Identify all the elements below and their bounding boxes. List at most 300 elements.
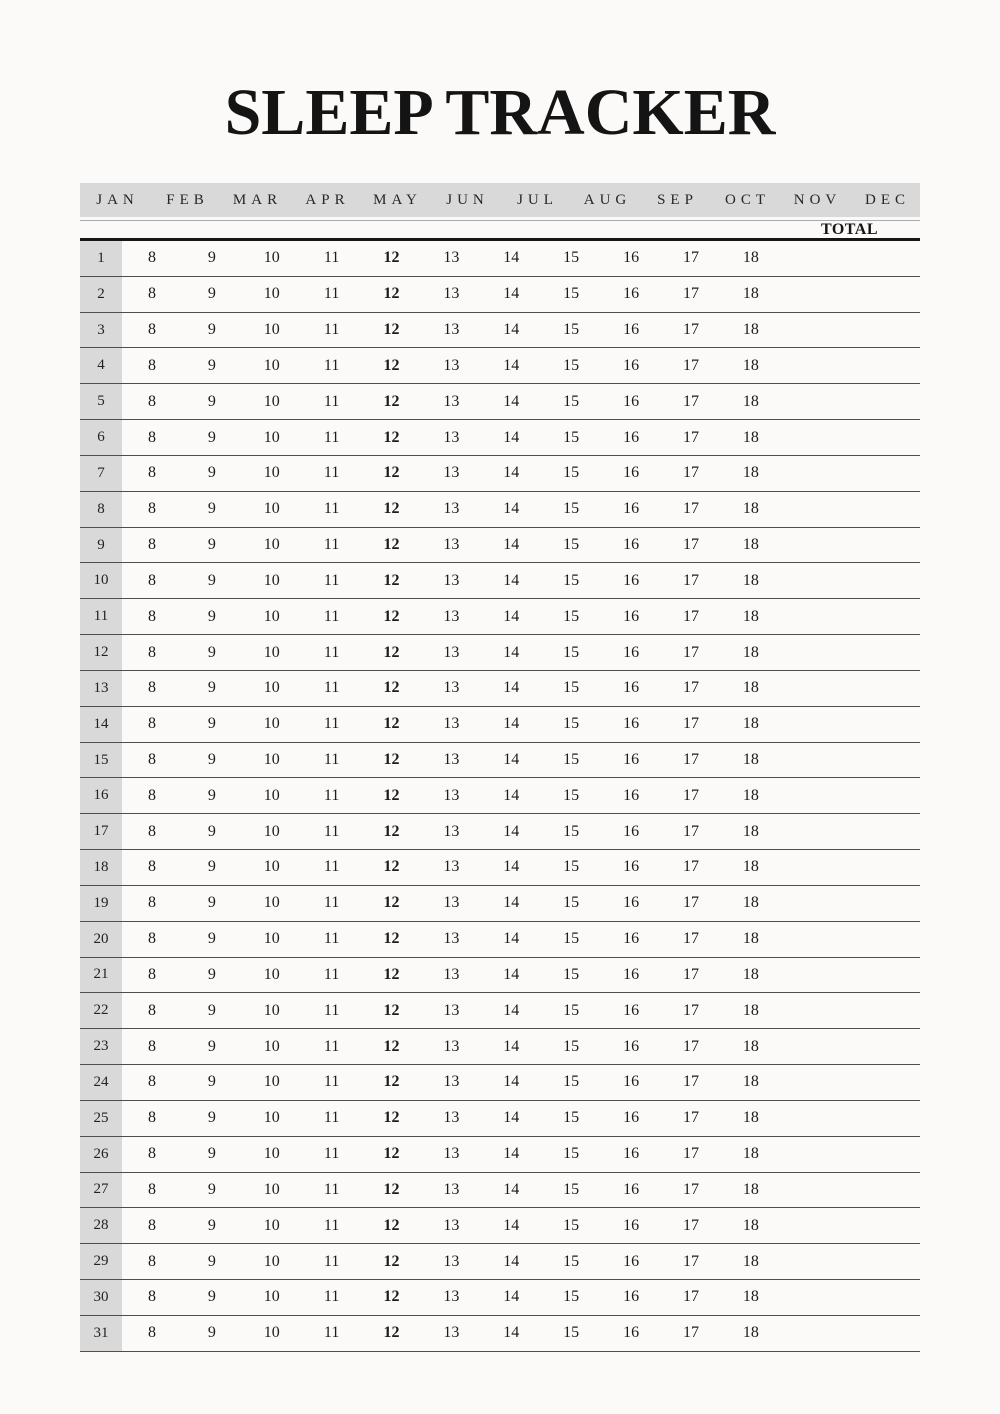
sleep-hours-cell: 10: [263, 930, 280, 948]
table-row: [80, 348, 920, 384]
sleep-hours-cell: 8: [147, 965, 156, 983]
row-total-cell: [841, 778, 920, 813]
sleep-hours-cell: 13: [443, 822, 460, 840]
sleep-hours-cell: [781, 635, 841, 670]
table-row: [80, 922, 920, 958]
sleep-hours-cell: 14: [503, 930, 520, 948]
sleep-hours-cell: 15: [563, 428, 580, 446]
sleep-hours-cell: 12: [383, 285, 400, 303]
month-label: MAR: [232, 191, 283, 208]
sleep-hours-cell: 12: [383, 1073, 400, 1091]
sleep-hours-cell: 9: [207, 822, 216, 840]
row-total-cell: [841, 599, 920, 634]
sleep-hours-cell: 10: [263, 858, 280, 876]
sleep-hours-cell: 15: [563, 607, 580, 625]
day-number: 18: [80, 850, 122, 885]
sleep-hours-cell: 14: [503, 500, 520, 518]
sleep-hours-cell: 14: [503, 607, 520, 625]
sleep-hours-cell: 14: [503, 822, 520, 840]
row-total-cell: [841, 348, 920, 383]
table-row: [80, 1208, 920, 1244]
table-row: [80, 528, 920, 564]
sleep-hours-cell: 15: [563, 1145, 580, 1163]
sleep-hours-cell: 18: [742, 822, 759, 840]
day-number: 10: [80, 563, 122, 598]
day-number: 30: [80, 1280, 122, 1315]
sleep-hours-cell: 11: [323, 822, 340, 840]
sleep-hours-cell: 16: [623, 249, 640, 267]
row-total-cell: [841, 384, 920, 419]
sleep-hours-cell: 14: [503, 1180, 520, 1198]
sleep-hours-cell: 18: [742, 1216, 759, 1234]
sleep-hours-cell: [781, 743, 841, 778]
sleep-hours-cell: 15: [563, 536, 580, 554]
sleep-hours-cell: 18: [742, 607, 759, 625]
row-total-cell: [841, 1316, 920, 1351]
sleep-hours-cell: 14: [503, 285, 520, 303]
sleep-hours-cell: 9: [207, 930, 216, 948]
sleep-hours-cell: 10: [263, 965, 280, 983]
day-number: 29: [80, 1244, 122, 1279]
sleep-hours-cell: 16: [623, 356, 640, 374]
sleep-hours-cell: 13: [443, 464, 460, 482]
sleep-hours-cell: 14: [503, 356, 520, 374]
row-total-cell: [841, 993, 920, 1028]
sleep-hours-cell: [781, 707, 841, 742]
day-number: 8: [80, 492, 122, 527]
sleep-hours-cell: 13: [443, 679, 460, 697]
sleep-hours-cell: 9: [207, 858, 216, 876]
sleep-hours-cell: 8: [147, 1001, 156, 1019]
sleep-hours-cell: 16: [623, 321, 640, 339]
month-label: JAN: [96, 191, 139, 208]
sleep-hours-cell: 10: [263, 1145, 280, 1163]
sleep-hours-cell: 9: [207, 464, 216, 482]
sleep-hours-cell: 13: [443, 1324, 460, 1342]
sleep-hours-cell: [781, 850, 841, 885]
sleep-hours-cell: 18: [742, 356, 759, 374]
sleep-hours-cell: 17: [682, 1145, 699, 1163]
sleep-hours-cell: 9: [207, 249, 216, 267]
sleep-hours-cell: 10: [263, 285, 280, 303]
sleep-hours-cell: [781, 492, 841, 527]
sleep-hours-cell: 16: [623, 822, 640, 840]
sleep-hours-cell: 13: [443, 536, 460, 554]
sleep-hours-cell: 16: [623, 751, 640, 768]
sleep-hours-cell: 9: [207, 428, 216, 446]
total-header-row: [80, 220, 920, 241]
row-total-cell: [841, 563, 920, 598]
sleep-hours-cell: 9: [207, 965, 216, 983]
day-number: 7: [80, 456, 122, 491]
sleep-hours-cell: 15: [563, 1180, 580, 1198]
sleep-hours-cell: 12: [383, 1324, 400, 1342]
sleep-hours-cell: 9: [207, 285, 216, 303]
sleep-hours-cell: 13: [443, 428, 460, 446]
sleep-hours-cell: 15: [563, 643, 580, 661]
sleep-hours-cell: 9: [207, 679, 216, 697]
row-total-cell: [841, 850, 920, 885]
sleep-hours-cell: 18: [742, 786, 759, 804]
sleep-hours-cell: 18: [742, 643, 759, 661]
sleep-hours-cell: 11: [323, 1288, 340, 1306]
sleep-hours-cell: 12: [383, 1037, 400, 1055]
sleep-hours-cell: 10: [263, 1252, 280, 1270]
sleep-hours-cell: 14: [503, 321, 520, 339]
table-row: [80, 1173, 920, 1209]
sleep-hours-cell: 9: [207, 643, 216, 661]
row-total-cell: [841, 1280, 920, 1315]
sleep-hours-cell: 11: [323, 500, 340, 518]
sleep-hours-cell: 18: [742, 285, 759, 303]
sleep-hours-cell: 13: [443, 249, 460, 267]
sleep-hours-cell: 16: [623, 464, 640, 482]
sleep-hours-cell: 11: [323, 751, 340, 768]
sleep-hours-cell: 9: [207, 356, 216, 374]
sleep-hours-cell: 9: [207, 500, 216, 518]
sleep-hours-cell: 17: [682, 1109, 699, 1127]
sleep-hours-cell: 10: [263, 1037, 280, 1055]
sleep-hours-cell: 18: [742, 858, 759, 876]
sleep-hours-cell: 17: [682, 930, 699, 948]
sleep-hours-cell: 15: [563, 1288, 580, 1306]
sleep-hours-cell: 8: [147, 1037, 156, 1055]
sleep-hours-cell: 11: [323, 285, 340, 303]
sleep-hours-cell: 15: [563, 858, 580, 876]
sleep-hours-cell: 17: [682, 1252, 699, 1270]
month-label: AUG: [583, 191, 632, 208]
sleep-hours-cell: 9: [207, 1109, 216, 1127]
sleep-hours-cell: [781, 1137, 841, 1172]
sleep-hours-cell: 17: [682, 607, 699, 625]
sleep-hours-cell: 11: [323, 321, 340, 339]
sleep-hours-cell: 8: [147, 1073, 156, 1091]
sleep-hours-cell: 15: [563, 356, 580, 374]
sleep-hours-cell: [781, 671, 841, 706]
sleep-hours-cell: 13: [443, 392, 460, 410]
sleep-hours-cell: 11: [323, 1324, 340, 1342]
sleep-hours-cell: 14: [503, 643, 520, 661]
sleep-hours-cell: 8: [147, 858, 156, 876]
sleep-hours-cell: [781, 1101, 841, 1136]
sleep-hours-cell: 8: [147, 1324, 156, 1342]
sleep-hours-cell: 9: [207, 1180, 216, 1198]
sleep-hours-cell: 8: [147, 751, 156, 768]
row-total-cell: [841, 814, 920, 849]
month-label: JUN: [446, 191, 489, 208]
row-total-cell: [841, 1101, 920, 1136]
row-total-cell: [841, 743, 920, 778]
sleep-hours-cell: 12: [383, 679, 400, 697]
sleep-hours-cell: 8: [147, 894, 156, 912]
table-row: [80, 384, 920, 420]
day-number: 15: [80, 743, 122, 778]
sleep-hours-cell: 17: [682, 500, 699, 518]
sleep-hours-cell: [781, 922, 841, 957]
day-number: 3: [80, 313, 122, 348]
table-row: [80, 1101, 920, 1137]
sleep-hours-cell: [781, 1316, 841, 1351]
day-number: 28: [80, 1208, 122, 1243]
sleep-hours-cell: 12: [383, 1252, 400, 1270]
sleep-hours-cell: 17: [682, 858, 699, 876]
row-total-cell: [841, 922, 920, 957]
sleep-hours-cell: 11: [323, 464, 340, 482]
sleep-hours-cell: [781, 599, 841, 634]
table-row: [80, 492, 920, 528]
sleep-hours-cell: 12: [383, 571, 400, 589]
month-label: JUL: [517, 191, 558, 208]
sleep-hours-cell: 16: [623, 1324, 640, 1342]
sleep-hours-cell: 14: [503, 1145, 520, 1163]
row-total-cell: [841, 492, 920, 527]
sleep-hours-cell: 8: [147, 571, 156, 589]
sleep-hours-cell: 18: [742, 500, 759, 518]
sleep-hours-cell: 10: [263, 356, 280, 374]
sleep-hours-cell: 18: [742, 428, 759, 446]
sleep-hours-cell: 15: [563, 571, 580, 589]
sleep-hours-cell: 12: [383, 464, 400, 482]
sleep-hours-cell: [781, 993, 841, 1028]
month-label: OCT: [725, 191, 770, 208]
day-number: 9: [80, 528, 122, 563]
sleep-hours-cell: 16: [623, 1073, 640, 1091]
table-row: [80, 671, 920, 707]
sleep-hours-cell: 16: [623, 786, 640, 804]
row-total-cell: [841, 528, 920, 563]
day-number: 11: [80, 599, 122, 634]
sleep-hours-cell: 11: [323, 1145, 340, 1163]
table-row: [80, 958, 920, 994]
total-label: TOTAL: [820, 220, 878, 238]
sleep-hours-cell: 16: [623, 1252, 640, 1270]
sleep-hours-cell: 14: [503, 786, 520, 804]
sleep-hours-cell: 8: [147, 536, 156, 554]
sleep-hours-cell: 10: [263, 1324, 280, 1342]
sleep-hours-cell: 10: [263, 321, 280, 339]
sleep-hours-cell: [781, 1065, 841, 1100]
sleep-hours-cell: 11: [323, 930, 340, 948]
sleep-hours-cell: 18: [742, 894, 759, 912]
sleep-hours-cell: [781, 277, 841, 312]
sleep-hours-cell: 18: [742, 464, 759, 482]
row-total-cell: [841, 1065, 920, 1100]
sleep-hours-cell: 17: [682, 1216, 699, 1234]
sleep-hours-cell: 14: [503, 1073, 520, 1091]
sleep-hours-cell: 9: [207, 751, 216, 768]
day-number: 14: [80, 707, 122, 742]
day-number: 6: [80, 420, 122, 455]
sleep-hours-cell: 13: [443, 1037, 460, 1055]
sleep-hours-cell: 15: [563, 1216, 580, 1234]
sleep-hours-cell: 14: [503, 858, 520, 876]
day-number: 19: [80, 886, 122, 921]
sleep-hours-cell: 13: [443, 751, 460, 768]
sleep-hours-cell: 17: [682, 751, 699, 768]
table-row: [80, 814, 920, 850]
row-total-cell: [841, 1208, 920, 1243]
sleep-hours-cell: [781, 313, 841, 348]
sleep-hours-cell: 13: [443, 571, 460, 589]
month-header-row: [80, 183, 920, 217]
day-number: 2: [80, 277, 122, 312]
row-total-cell: [841, 1137, 920, 1172]
sleep-hours-cell: 15: [563, 392, 580, 410]
sleep-hours-cell: [781, 241, 841, 276]
sleep-hours-cell: 14: [503, 715, 520, 733]
sleep-hours-cell: 8: [147, 1216, 156, 1234]
sleep-hours-cell: 9: [207, 1252, 216, 1270]
sleep-hours-cell: 18: [742, 249, 759, 267]
sleep-hours-cell: 13: [443, 715, 460, 733]
sleep-hours-cell: 14: [503, 1324, 520, 1342]
day-number: 23: [80, 1029, 122, 1064]
sleep-hours-cell: 10: [263, 392, 280, 410]
table-row: [80, 1280, 920, 1316]
sleep-hours-cell: 12: [383, 1180, 400, 1198]
sleep-hours-cell: 14: [503, 894, 520, 912]
sleep-hours-cell: 14: [503, 1001, 520, 1019]
sleep-hours-cell: 18: [742, 1001, 759, 1019]
row-total-cell: [841, 241, 920, 276]
sleep-hours-cell: 8: [147, 786, 156, 804]
sleep-hours-cell: 14: [503, 1037, 520, 1055]
sleep-hours-cell: 14: [503, 464, 520, 482]
row-total-cell: [841, 313, 920, 348]
sleep-hours-cell: 12: [383, 356, 400, 374]
sleep-hours-cell: 17: [682, 643, 699, 661]
sleep-hours-cell: 16: [623, 715, 640, 733]
row-total-cell: [841, 1029, 920, 1064]
sleep-hours-cell: 16: [623, 858, 640, 876]
sleep-hours-cell: 15: [563, 1109, 580, 1127]
sleep-hours-cell: 11: [323, 571, 340, 589]
sleep-hours-cell: 10: [263, 1109, 280, 1127]
sleep-hours-cell: 18: [742, 679, 759, 697]
table-row: [80, 707, 920, 743]
sleep-hours-cell: 8: [147, 1145, 156, 1163]
sleep-hours-cell: [781, 456, 841, 491]
sleep-hours-cell: 8: [147, 249, 156, 267]
sleep-hours-cell: 10: [263, 786, 280, 804]
table-row: [80, 1137, 920, 1173]
sleep-hours-cell: 12: [383, 894, 400, 912]
row-total-cell: [841, 277, 920, 312]
sleep-hours-cell: 10: [263, 643, 280, 661]
table-row: [80, 599, 920, 635]
sleep-hours-cell: 15: [563, 715, 580, 733]
sleep-hours-cell: [781, 1280, 841, 1315]
day-number: 5: [80, 384, 122, 419]
sleep-hours-cell: 16: [623, 285, 640, 303]
table-row: [80, 1065, 920, 1101]
sleep-hours-cell: 13: [443, 643, 460, 661]
row-total-cell: [841, 420, 920, 455]
sleep-hours-cell: 9: [207, 1288, 216, 1306]
sleep-hours-cell: 16: [623, 392, 640, 410]
sleep-hours-cell: 14: [503, 249, 520, 267]
sleep-hours-cell: 17: [682, 1180, 699, 1198]
day-number: 17: [80, 814, 122, 849]
sleep-hours-cell: 17: [682, 679, 699, 697]
day-number: 31: [80, 1316, 122, 1351]
sleep-hours-cell: 16: [623, 643, 640, 661]
sleep-hours-cell: 18: [742, 930, 759, 948]
sleep-hours-cell: 15: [563, 751, 580, 768]
sleep-hours-cell: 8: [147, 679, 156, 697]
table-row: [80, 277, 920, 313]
sleep-hours-cell: 10: [263, 715, 280, 733]
month-label: FEB: [166, 191, 209, 208]
day-number: 16: [80, 778, 122, 813]
sleep-hours-cell: 18: [742, 1180, 759, 1198]
sleep-hours-cell: 12: [383, 1216, 400, 1234]
sleep-hours-cell: [781, 1029, 841, 1064]
sleep-hours-cell: 17: [682, 894, 699, 912]
sleep-hours-cell: 9: [207, 1145, 216, 1163]
month-label: NOV: [793, 191, 842, 208]
sleep-hours-cell: 12: [383, 392, 400, 410]
sleep-hours-cell: 14: [503, 428, 520, 446]
month-label: DEC: [865, 191, 910, 208]
sleep-hours-cell: 12: [383, 715, 400, 733]
sleep-hours-cell: 13: [443, 858, 460, 876]
sleep-hours-cell: 10: [263, 679, 280, 697]
day-number: 22: [80, 993, 122, 1028]
day-number: 12: [80, 635, 122, 670]
sleep-hours-cell: 12: [383, 607, 400, 625]
sleep-hours-cell: 9: [207, 715, 216, 733]
sleep-hours-cell: 11: [323, 679, 340, 697]
sleep-hours-cell: 10: [263, 536, 280, 554]
sleep-hours-cell: 18: [742, 1037, 759, 1055]
sleep-hours-cell: 16: [623, 607, 640, 625]
sleep-hours-cell: 16: [623, 965, 640, 983]
sleep-hours-cell: 8: [147, 500, 156, 518]
sleep-hours-cell: 12: [383, 1001, 400, 1019]
sleep-hours-cell: 17: [682, 715, 699, 733]
sleep-hours-cell: 8: [147, 392, 156, 410]
sleep-hours-cell: 16: [623, 1180, 640, 1198]
sleep-hours-cell: 13: [443, 321, 460, 339]
sleep-hours-cell: 18: [742, 1145, 759, 1163]
table-row: [80, 993, 920, 1029]
sleep-hours-cell: 17: [682, 428, 699, 446]
table-row: [80, 743, 920, 779]
sleep-hours-cell: 15: [563, 1073, 580, 1091]
sleep-hours-cell: [781, 778, 841, 813]
sleep-hours-cell: [781, 1173, 841, 1208]
sleep-hours-cell: 18: [742, 536, 759, 554]
sleep-hours-cell: 14: [503, 1252, 520, 1270]
sleep-hours-cell: 17: [682, 249, 699, 267]
sleep-hours-cell: 8: [147, 285, 156, 303]
sleep-hours-cell: 11: [323, 715, 340, 733]
sleep-hours-cell: 10: [263, 751, 280, 768]
sleep-hours-cell: 10: [263, 428, 280, 446]
sleep-hours-cell: 14: [503, 571, 520, 589]
sleep-hours-cell: 12: [383, 643, 400, 661]
sleep-hours-cell: 14: [503, 536, 520, 554]
sleep-hours-cell: 14: [503, 751, 520, 768]
sleep-hours-cell: 17: [682, 536, 699, 554]
sleep-hours-cell: 8: [147, 428, 156, 446]
sleep-hours-cell: 12: [383, 822, 400, 840]
day-number: 21: [80, 958, 122, 993]
sleep-hours-cell: 12: [383, 930, 400, 948]
day-number: 24: [80, 1065, 122, 1100]
sleep-hours-cell: 15: [563, 321, 580, 339]
